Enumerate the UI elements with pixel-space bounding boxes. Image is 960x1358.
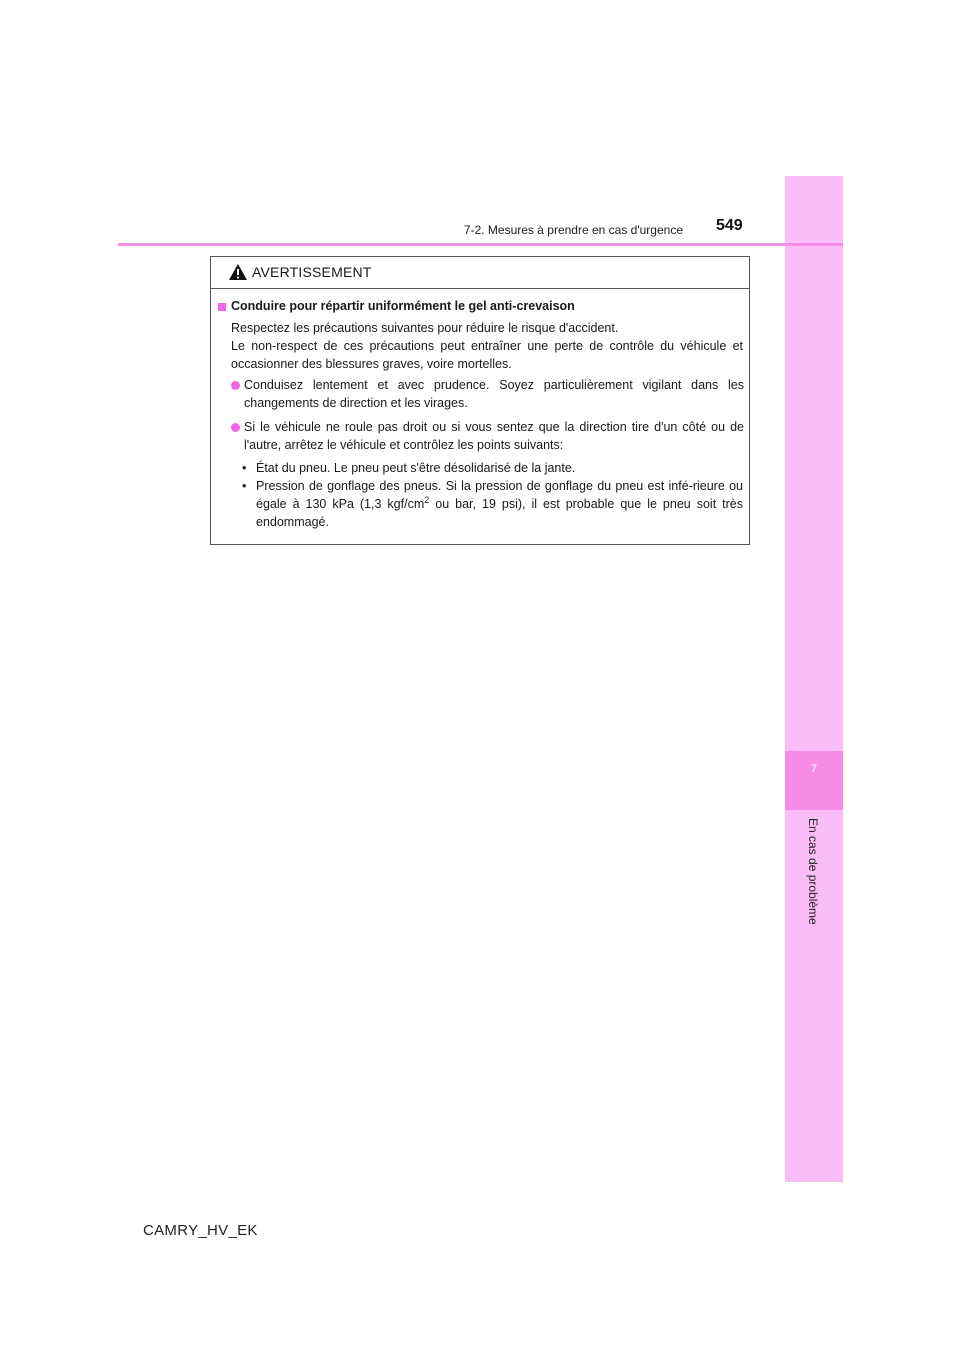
chapter-number: 7 bbox=[810, 763, 818, 775]
page-number: 549 bbox=[716, 217, 743, 234]
intro-line-1: Respectez les précautions suivantes pour réduire le risque d'accident. bbox=[231, 321, 619, 335]
warning-item-2: Si le véhicule ne roule pas droit ou si vous sentez que la direction tire d'un côté ou de l'autre, arrêtez le véhicule et contrôlez les points suivants: bbox=[244, 420, 744, 452]
sub-bullet-marker: • bbox=[242, 479, 247, 493]
sub-item-2-part-2: ou bar, 19 psi), il est probable que le pneu soit très endommagé. bbox=[256, 497, 743, 529]
circle-bullet-icon bbox=[231, 381, 240, 390]
chapter-side-tab bbox=[785, 176, 843, 1182]
square-bullet-icon bbox=[218, 303, 226, 311]
sub-item-1: État du pneu. Le pneu peut s'être désolidarisé de la jante. bbox=[256, 461, 576, 475]
warning-box bbox=[210, 256, 750, 545]
sub-item-2 bbox=[256, 477, 743, 531]
warning-heading: Conduire pour répartir uniformément le gel anti-crevaison bbox=[231, 299, 575, 313]
chapter-label: En cas de problème bbox=[806, 818, 820, 925]
sub-item-2-part-1: Pression de gonflage des pneus. Si la pression de gonflage du pneu est infé-rieure ou égale à 130 kPa (1,3 kgf/cm bbox=[256, 479, 743, 511]
warning-title: AVERTISSEMENT bbox=[252, 264, 372, 280]
intro-lines-2: Le non-respect de ces précautions peut entraîner une perte de contrôle du véhicule et occasionner des blessures graves, voire mortelles. bbox=[231, 339, 743, 371]
warning-header bbox=[211, 257, 749, 289]
header-rule bbox=[118, 243, 843, 246]
circle-bullet-icon bbox=[231, 423, 240, 432]
chapter-label-container bbox=[785, 818, 843, 948]
chapter-number-block bbox=[785, 751, 843, 810]
section-title: 7-2. Mesures à prendre en cas d'urgence bbox=[463, 223, 683, 237]
warning-item-1: Conduisez lentement et avec prudence. Soyez particulièrement vigilant dans les changements de direction et les virages. bbox=[244, 378, 744, 410]
model-code: CAMRY_HV_EK bbox=[143, 1222, 258, 1239]
warning-triangle-icon bbox=[228, 263, 248, 281]
sub-bullet-marker: • bbox=[242, 461, 247, 475]
sub-item-2-superscript: 2 bbox=[424, 494, 430, 505]
